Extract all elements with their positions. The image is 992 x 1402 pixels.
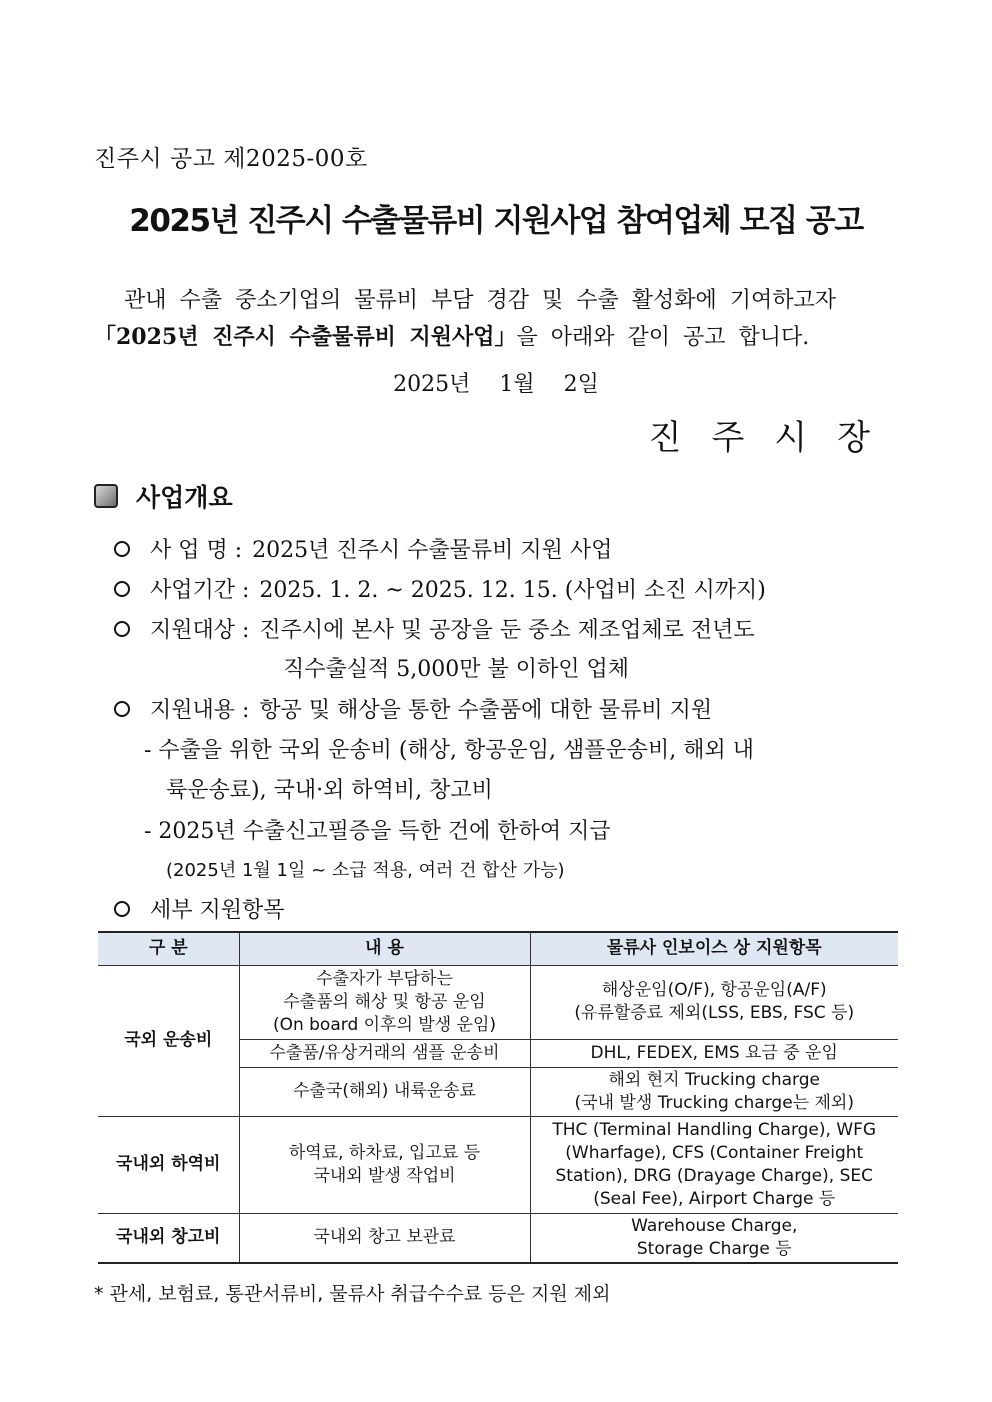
item-label: 지원내용 : [150, 698, 250, 723]
content-sub-1: - 수출을 위한 국외 운송비 (해상, 항공운임, 샘플운송비, 해외 내 [144, 738, 754, 763]
content-sub-2: - 2025년 수출신고필증을 득한 건에 한하여 지급 [144, 819, 611, 844]
cell-line: 하역료, 하차료, 입고료 등 [288, 1142, 481, 1163]
content-cell [239, 1116, 530, 1213]
section-title: 사업개요 [136, 483, 233, 512]
cell-line: (Seal Fee), Airport Charge 등 [593, 1188, 836, 1209]
content-cell: 국내외 창고 보관료 [239, 1213, 530, 1263]
cell-line: Storage Charge 등 [636, 1238, 792, 1259]
item-label: 지원대상 : [150, 618, 250, 643]
intro-line-1: 관내 수출 중소기업의 물류비 부담 경감 및 수출 활성화에 기여하고자 [124, 288, 836, 313]
support-items-table [98, 931, 898, 1264]
cell-line: 수출품의 해상 및 항공 운임 [283, 991, 486, 1012]
intro-line-2 [94, 319, 900, 356]
item-value: 항공 및 해상을 통한 수출품에 대한 물류비 지원 [259, 698, 713, 723]
cell-line: THC (Terminal Handling Charge), WFG [552, 1119, 877, 1140]
content-sub-1-continued: 륙운송료), 국내·외 하역비, 창고비 [166, 778, 493, 803]
item-value: 2025. 1. 2. ~ 2025. 12. 15. (사업비 소진 시까지) [259, 578, 766, 603]
overview-item-content [114, 693, 712, 724]
circle-bullet-icon [114, 621, 130, 637]
category-cell: 국내외 창고비 [98, 1213, 239, 1263]
square-bullet-icon [94, 484, 118, 508]
header-category: 구 분 [98, 932, 239, 965]
header-content: 내 용 [239, 932, 530, 965]
issuer: 진주시장 [648, 418, 900, 458]
cell-line: 해상운임(O/F), 항공운임(A/F) [601, 980, 827, 1000]
table-row [98, 965, 898, 1039]
notice-date: 2025년 1월 2일 [393, 372, 599, 397]
cell-line: 국내외 발생 작업비 [313, 1165, 456, 1186]
content-cell: 수출국(해외) 내륙운송료 [239, 1067, 530, 1116]
footnote: * 관세, 보험료, 통관서류비, 물류사 취급수수료 등은 지원 제외 [94, 1283, 611, 1305]
overview-item-target [114, 613, 755, 644]
table-row [98, 1116, 898, 1213]
cell-line: (국내 발생 Trucking charge는 제외) [574, 1092, 854, 1113]
cell-line: 수출자가 부담하는 [316, 968, 453, 989]
table-row [98, 1213, 898, 1263]
cell-line: 해외 현지 Trucking charge [608, 1069, 820, 1090]
content-cell: 수출품/유상거래의 샘플 운송비 [239, 1039, 530, 1067]
cell-line: (유류할증료 제외(LSS, EBS, FSC 등) [574, 1003, 855, 1023]
notice-number: 진주시 공고 제2025-00호 [94, 146, 368, 172]
invoice-items-cell [530, 1213, 898, 1263]
invoice-items-cell [530, 1116, 898, 1213]
item-label: 사 업 명 : [150, 538, 243, 563]
category-cell: 국외 운송비 [98, 965, 239, 1116]
header-invoice-items: 물류사 인보이스 상 지원항목 [530, 932, 898, 965]
cell-line: (Wharfage), CFS (Container Freight [565, 1142, 864, 1163]
item-value: 진주시에 본사 및 공장을 둔 중소 제조업체로 전년도 [259, 618, 755, 643]
page-title: 2025년 진주시 수출물류비 지원사업 참여업체 모집 공고 [129, 203, 863, 239]
circle-bullet-icon [114, 901, 130, 917]
cell-line: (On board 이후의 발생 운임) [272, 1014, 497, 1035]
invoice-items-cell: DHL, FEDEX, EMS 요금 중 운임 [530, 1039, 898, 1067]
intro-line-2-rest: 을 아래와 같이 공고 합니다. [516, 325, 810, 350]
content-sub-2-note: (2025년 1월 1일 ~ 소급 적용, 여러 건 합산 가능) [166, 860, 565, 881]
content-cell [239, 965, 530, 1039]
item-label: 사업기간 : [150, 578, 250, 603]
category-cell: 국내외 하역비 [98, 1116, 239, 1213]
table-header-row [98, 932, 898, 965]
circle-bullet-icon [114, 701, 130, 717]
overview-item-detail [114, 893, 285, 924]
invoice-items-cell [530, 965, 898, 1039]
item-label: 세부 지원항목 [150, 898, 285, 923]
overview-item-name [114, 533, 612, 564]
program-name: 「2025년 진주시 수출물류비 지원사업」 [94, 324, 517, 350]
circle-bullet-icon [114, 541, 130, 557]
cell-line: Warehouse Charge, [631, 1215, 798, 1236]
overview-item-period [114, 573, 766, 604]
cell-line: Station), DRG (Drayage Charge), SEC [555, 1165, 873, 1186]
item-value: 2025년 진주시 수출물류비 지원 사업 [252, 538, 613, 563]
target-continuation: 직수출실적 5,000만 불 이하인 업체 [283, 657, 629, 682]
section-heading [94, 478, 233, 514]
circle-bullet-icon [114, 581, 130, 597]
invoice-items-cell [530, 1067, 898, 1116]
